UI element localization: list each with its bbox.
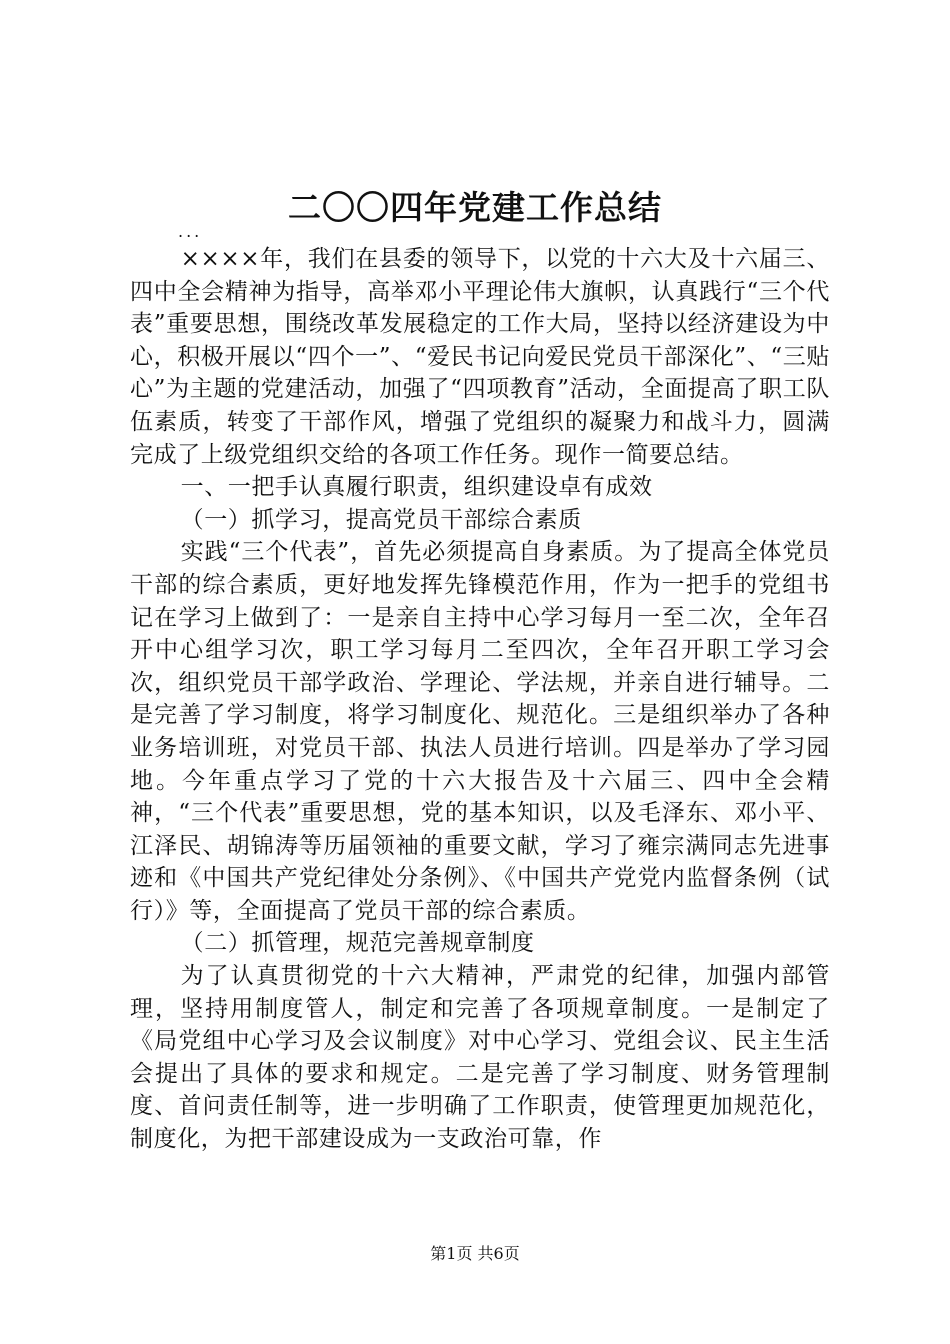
document-title: 二〇〇四年党建工作总结 — [288, 188, 662, 227]
ellipsis-marker: ... — [178, 222, 203, 241]
study-paragraph: 实践“三个代表”，首先必须提高自身素质。为了提高全体党员干部的综合素质，更好地发挥先锋模范作用，作为一把手的党组书记在学习上做到了：一是亲自主持中心学习每月一至二次，全年召开中心组学习次，职工学习每月二至四次，全年召开职工学习会次，组织党员干部学政治、学理论、学法规，并亲自进行辅导。二是完善了学习制度，将学习制度化、规范化。三是组织举办了各种业务培训班，对党员干部、执法人员进行培训。四是举办了学习园地。今年重点学习了党的十六大报告及十六届三、四中全会精神，“三个代表”重要思想，党的基本知识，以及毛泽东、邓小平、江泽民、胡锦涛等历届领袖的重要文献，学习了雍宗满同志先进事迹和《中国共产党纪律处分条例》、《中国共产党党内监督条例（试行）》等，全面提高了党员干部的综合素质。 — [130, 539, 830, 924]
section-heading-1: 一、一把手认真履行职责，组织建设卓有成效 — [180, 474, 653, 501]
management-paragraph: 为了认真贯彻党的十六大精神，严肃党的纪律，加强内部管理，坚持用制度管人，制定和完善了各项规章制度。一是制定了《局党组中心学习及会议制度》对中心学习、党组会议、民主生活会提出了具体的要求和规定。二是完善了学习制度、财务管理制度、首问责任制等，进一步明确了工作职责，使管理更加规范化，制度化，为把干部建设成为一支政治可靠，作 — [130, 963, 830, 1153]
subsection-heading-1: （一）抓学习，提高党员干部综合素质 — [180, 506, 582, 533]
intro-paragraph: ××××年，我们在县委的领导下，以党的十六大及十六届三、四中全会精神为指导，高举邓小平理论伟大旗帜，认真践行“三个代表”重要思想，围绕改革发展稳定的工作大局，坚持以经济建设为中心，积极开展以“四个一”、“爱民书记向爱民党员干部深化”、“三贴心”为主题的党建活动，加强了“四项教育”活动，全面提高了职工队伍素质，转变了干部作风，增强了党组织的凝聚力和战斗力，圆满完成了上级党组织交给的各项工作任务。现作一简要总结。 — [130, 246, 830, 468]
document-body — [130, 243, 830, 1156]
page-number-footer: 第1页 共6页 — [430, 1244, 520, 1263]
subsection-heading-2: （二）抓管理，规范完善规章制度 — [180, 930, 535, 957]
